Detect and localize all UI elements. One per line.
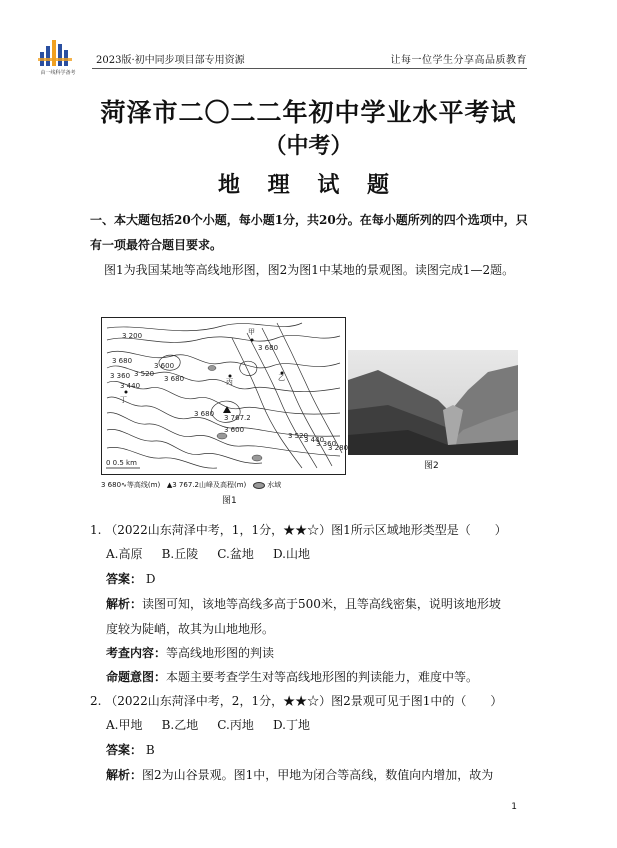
peak-label: 3 767.2: [224, 414, 251, 422]
contour-label: 3 680: [112, 357, 133, 365]
legend-contour: 3 680∿等高线(m): [101, 481, 161, 489]
point-label: 考查内容：: [106, 646, 167, 660]
q1-stem: 1. （2022山东菏泽中考，1，1分，★★☆）图1所示区域地形类型是（ ）: [90, 523, 507, 537]
analysis-text: 读图可知，该地等高线多高于500米，且等高线密集，说明该地形坡: [142, 597, 501, 611]
logo: [38, 38, 72, 68]
exam-subtitle: （中考）: [264, 133, 353, 159]
q1-analysis: [106, 595, 501, 612]
contour-label: 3 680: [164, 375, 185, 383]
q2-option-a: A.甲地: [106, 718, 143, 732]
q1-option-d: D.山地: [272, 547, 310, 561]
contour-label: 3 360: [316, 440, 337, 448]
page-number: 1: [511, 802, 517, 812]
q1-point: [106, 644, 274, 661]
valley-photo: [348, 350, 518, 455]
figure1-caption: 图1: [222, 496, 237, 506]
contour-label: 3 600: [224, 426, 245, 434]
answer-label: 答案：: [106, 743, 143, 757]
legend-water: 水域: [267, 481, 282, 489]
q2-options: [106, 716, 310, 733]
label-bing: 丙: [226, 378, 233, 386]
contour-label: 3 520: [134, 370, 155, 378]
contour-map: [101, 317, 349, 475]
q2-stem: 2. （2022山东菏泽中考，2，1分，★★☆）图2景观可见于图1中的（ ）: [90, 694, 503, 708]
q1-analysis-cont: 度较为陡峭，故其为山地地形。: [106, 622, 275, 636]
exam-title: 菏泽市二〇二二年初中学业水平考试: [100, 98, 517, 127]
q1-option-c: C.盆地: [217, 547, 254, 561]
q2-option-c: C.丙地: [217, 718, 254, 732]
analysis-label: 解析：: [106, 597, 143, 611]
contour-label: 3 440: [120, 382, 141, 390]
answer-value: D: [145, 572, 156, 586]
intent-text: 本题主要考查学生对等高线地形图的判读能力，难度中等。: [166, 670, 479, 684]
q2-answer: [106, 741, 155, 758]
q2-analysis: [106, 766, 493, 783]
header-right-text: 让每一位学生分享高品质教育: [390, 55, 527, 66]
header-divider: [92, 68, 527, 69]
q1-answer: [106, 570, 155, 587]
label-jia: 甲: [248, 328, 255, 336]
contour-label: 3 360: [110, 372, 131, 380]
answer-value: B: [145, 743, 155, 757]
q1-intent: [106, 668, 478, 685]
label-ding: 丁: [120, 396, 127, 404]
map-legend: [101, 480, 281, 490]
water-icon: [253, 482, 265, 489]
contour-label: 3 680: [258, 344, 279, 352]
q2-option-d: D.丁地: [272, 718, 310, 732]
contour-label: 3 200: [122, 332, 143, 340]
logo-caption: 由一线科学备考: [40, 70, 76, 76]
subject-title: 地 理 试 题: [218, 172, 399, 198]
analysis-text: 图2为山谷景观。图1中，甲地为闭合等高线，数值向内增加，故为: [142, 768, 494, 782]
contour-label: 3 520: [288, 432, 309, 440]
scale-bar-label: 0 0.5 km: [106, 459, 137, 467]
q1-option-b: B.丘陵: [161, 547, 199, 561]
q1-option-a: A.高原: [106, 547, 143, 561]
contour-label: 3 440: [304, 436, 325, 444]
label-yi: 乙: [278, 374, 285, 382]
answer-label: 答案：: [106, 572, 143, 586]
intent-label: 命题意图：: [106, 670, 167, 684]
section-instruction: 一、本大题包括20个小题，每小题1分，共20分。在每小题所列的四个选项中，只有一项最符合题目要求。: [90, 213, 528, 252]
legend-peak: ▲3 767.2山峰及高程(m): [166, 481, 247, 489]
q2-option-b: B.乙地: [161, 718, 199, 732]
contour-label: 3 600: [154, 362, 175, 370]
contour-label: 3 280: [328, 444, 349, 452]
question-intro: 图1为我国某地等高线地形图，图2为图1中某地的景观图。读图完成1—2题。: [104, 263, 515, 277]
figure2-caption: 图2: [424, 461, 439, 471]
point-text: 等高线地形图的判读: [166, 646, 275, 660]
analysis-label: 解析：: [106, 768, 143, 782]
header-left-text: 2023版·初中同步项目部专用资源: [96, 55, 245, 66]
contour-label: 3 680: [194, 410, 215, 418]
q1-options: [106, 545, 310, 562]
